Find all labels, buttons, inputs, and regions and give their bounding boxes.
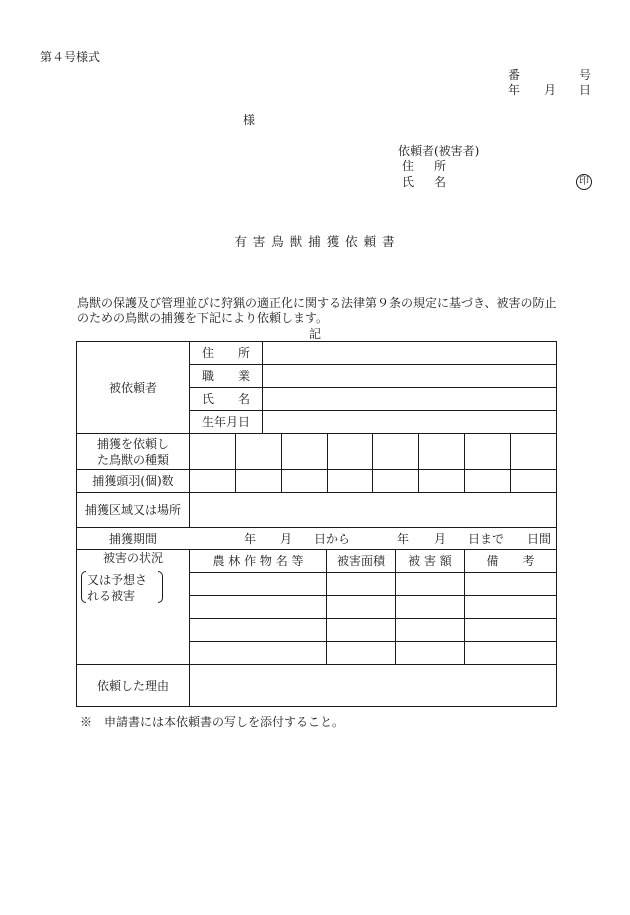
grid-line xyxy=(327,433,328,492)
grid-line xyxy=(235,433,236,492)
requester-title: 依頼者(被害者) xyxy=(398,144,480,158)
form-number: 第４号様式 xyxy=(40,50,101,64)
left-bracket-icon xyxy=(81,571,86,603)
period-days: 日間 xyxy=(527,532,552,546)
grid-line xyxy=(418,433,419,492)
grid-line xyxy=(262,341,263,433)
species-label-line-2: た鳥獣の種類 xyxy=(96,453,169,467)
table-border-bottom xyxy=(76,706,557,707)
requestee-occupation-label: 職 業 xyxy=(202,369,257,383)
grid-line xyxy=(189,341,190,527)
damage-sub-line-1: 又は予想さ xyxy=(87,573,148,587)
species-label-line-1: 捕獲を依頼し xyxy=(96,437,169,451)
grid-line xyxy=(372,433,373,492)
reason-label: 依頼した理由 xyxy=(96,678,169,693)
addressee-suffix: 様 xyxy=(243,113,256,127)
period-label: 捕獲期間 xyxy=(108,531,157,546)
period-end-month: 月 xyxy=(434,532,447,546)
grid-line xyxy=(281,433,282,492)
grid-line xyxy=(189,618,557,619)
footnote: ※ 申請書には本依頼書の写しを添付すること。 xyxy=(80,715,345,729)
requestee-birthdate-label: 生年月日 xyxy=(202,415,251,429)
grid-line xyxy=(189,595,557,596)
requestee-address-label: 住 所 xyxy=(202,346,257,360)
area-label: 捕獲区域又は場所 xyxy=(84,503,181,517)
count-label: 捕獲頭羽(個)数 xyxy=(92,474,174,488)
requestee-label: 被依頼者 xyxy=(108,380,157,395)
period-start-month: 月 xyxy=(280,532,293,546)
grid-line xyxy=(76,433,557,434)
grid-line xyxy=(189,549,190,706)
ki-label: 記 xyxy=(309,327,322,341)
period-end-day: 日まで xyxy=(468,532,505,546)
grid-line xyxy=(510,433,511,492)
seal-mark: 印 xyxy=(576,174,592,190)
damage-header-remarks: 備 考 xyxy=(486,554,535,568)
body-text-line-1: 鳥獣の保護及び管理並びに狩猟の適正化に関する法律第９条の規定に基づき、被害の防止 xyxy=(77,296,557,310)
date-year: 年 xyxy=(508,83,521,97)
requester-address-label: 住 所 xyxy=(402,159,451,173)
period-end-year: 年 xyxy=(397,532,410,546)
right-bracket-icon xyxy=(158,571,163,603)
period-start-day: 日から xyxy=(314,532,351,546)
requestee-name-label: 氏 名 xyxy=(202,392,257,406)
number-label: 番 xyxy=(508,68,521,82)
date-month: 月 xyxy=(544,83,557,97)
damage-sub-line-2: れる被害 xyxy=(87,589,136,603)
number-suffix: 号 xyxy=(579,68,592,82)
damage-label: 被害の状況 xyxy=(102,551,163,565)
document-title: 有 害 鳥 獣 捕 獲 依 頼 書 xyxy=(234,234,396,249)
damage-header-amount: 被 害 額 xyxy=(408,554,452,568)
damage-header-crops: 農 林 作 物 名 等 xyxy=(212,554,304,568)
grid-line xyxy=(189,641,557,642)
requester-name-label: 氏 名 xyxy=(402,175,451,189)
date-day: 日 xyxy=(579,83,592,97)
grid-line xyxy=(464,433,465,492)
table-border-right xyxy=(556,341,557,707)
grid-line xyxy=(189,572,557,573)
damage-header-area: 被害面積 xyxy=(336,554,385,568)
body-text-line-2: のための鳥獣の捕獲を下記により依頼します。 xyxy=(77,311,329,325)
period-start-year: 年 xyxy=(244,532,257,546)
